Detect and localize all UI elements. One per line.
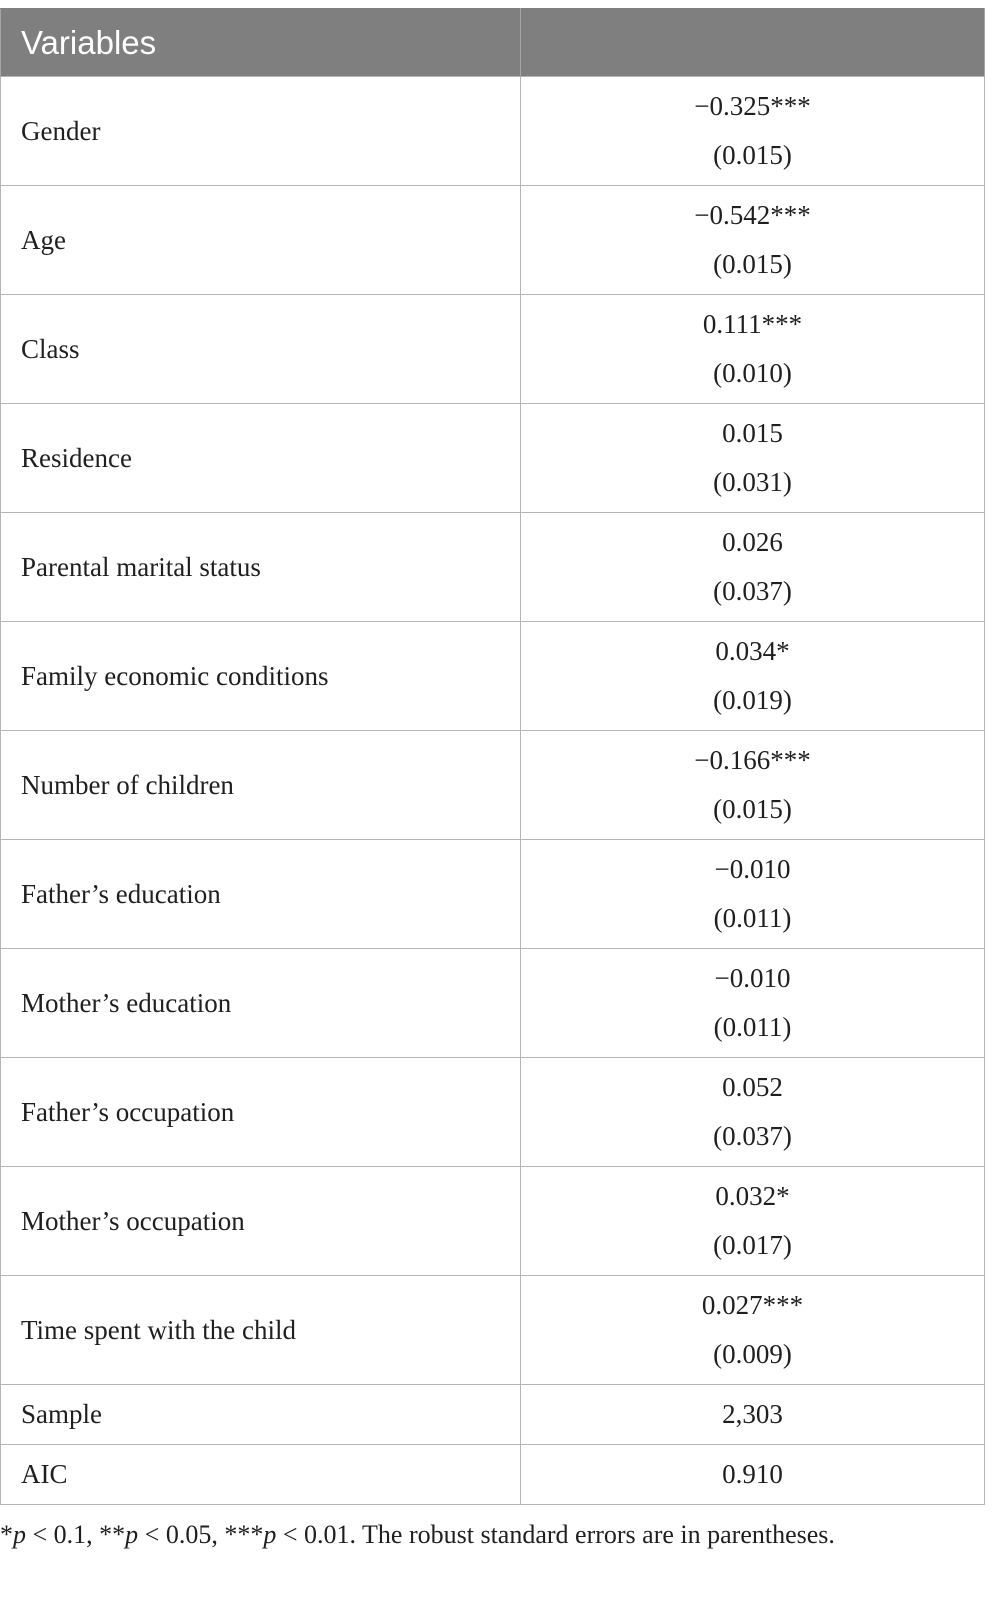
variable-name: Family economic conditions <box>1 622 521 731</box>
table-row <box>1 295 985 404</box>
standard-error: (0.017) <box>713 1230 792 1260</box>
table-footnote <box>0 1520 835 1550</box>
table-row <box>1 840 985 949</box>
standard-error: (0.015) <box>713 794 792 824</box>
stat-label: AIC <box>1 1445 521 1505</box>
estimate-cell <box>521 404 985 513</box>
variable-name: Gender <box>1 77 521 186</box>
variable-name: Time spent with the child <box>1 1276 521 1385</box>
estimate-cell <box>521 949 985 1058</box>
variable-name: Father’s education <box>1 840 521 949</box>
footnote-text: < 0.05, *** <box>138 1520 264 1549</box>
table-row-sample <box>1 1385 985 1445</box>
standard-error: (0.010) <box>713 358 792 388</box>
footnote-p-symbol: p <box>13 1520 26 1549</box>
table-row <box>1 186 985 295</box>
standard-error: (0.015) <box>713 140 792 170</box>
coefficient: 0.015 <box>722 418 783 448</box>
coefficient: −0.010 <box>714 963 791 993</box>
coefficient: 0.027*** <box>701 1290 804 1320</box>
estimate-cell <box>521 513 985 622</box>
variable-name: Parental marital status <box>1 513 521 622</box>
table-header-row <box>1 9 985 77</box>
standard-error: (0.009) <box>713 1339 792 1369</box>
variable-name: Residence <box>1 404 521 513</box>
table-row <box>1 513 985 622</box>
table-row <box>1 1276 985 1385</box>
coefficient: −0.542*** <box>694 200 811 230</box>
table-row <box>1 77 985 186</box>
estimate-cell <box>521 1058 985 1167</box>
standard-error: (0.015) <box>713 249 792 279</box>
footnote-text: < 0.1, ** <box>26 1520 126 1549</box>
standard-error: (0.011) <box>713 903 792 933</box>
estimate-cell <box>521 731 985 840</box>
table-row <box>1 404 985 513</box>
stat-value: 2,303 <box>521 1385 985 1445</box>
estimate-cell <box>521 1167 985 1276</box>
regression-table <box>0 8 985 1505</box>
standard-error: (0.019) <box>713 685 792 715</box>
coefficient: 0.052 <box>722 1072 783 1102</box>
standard-error: (0.037) <box>713 576 792 606</box>
coefficient: 0.026 <box>722 527 783 557</box>
estimate-cell <box>521 1276 985 1385</box>
coefficient: −0.010 <box>714 854 791 884</box>
table-row <box>1 1058 985 1167</box>
table-row <box>1 949 985 1058</box>
variable-name: Age <box>1 186 521 295</box>
variable-name: Mother’s occupation <box>1 1167 521 1276</box>
estimate-cell <box>521 295 985 404</box>
stat-label: Sample <box>1 1385 521 1445</box>
stat-value: 0.910 <box>521 1445 985 1505</box>
coefficient: −0.325*** <box>694 91 811 121</box>
standard-error: (0.031) <box>713 467 792 497</box>
estimate-cell <box>521 186 985 295</box>
coefficient: −0.166*** <box>694 745 811 775</box>
estimate-cell <box>521 622 985 731</box>
table-row-aic <box>1 1445 985 1505</box>
coefficient: 0.111*** <box>702 309 803 339</box>
regression-table-container <box>0 8 984 1505</box>
standard-error: (0.011) <box>713 1012 792 1042</box>
header-estimates <box>521 9 985 77</box>
coefficient: 0.034* <box>715 636 790 666</box>
standard-error: (0.037) <box>713 1121 792 1151</box>
table-row <box>1 731 985 840</box>
footnote-text: < 0.01. The robust standard errors are in parentheses. <box>276 1520 835 1549</box>
variable-name: Number of children <box>1 731 521 840</box>
estimate-cell <box>521 77 985 186</box>
coefficient: 0.032* <box>715 1181 790 1211</box>
variable-name: Class <box>1 295 521 404</box>
table-row <box>1 622 985 731</box>
table-row <box>1 1167 985 1276</box>
footnote-p-symbol: p <box>125 1520 139 1549</box>
footnote-star: * <box>0 1520 13 1549</box>
estimate-cell <box>521 840 985 949</box>
header-variables: Variables <box>1 9 521 77</box>
footnote-p-symbol: p <box>263 1520 277 1549</box>
variable-name: Father’s occupation <box>1 1058 521 1167</box>
variable-name: Mother’s education <box>1 949 521 1058</box>
